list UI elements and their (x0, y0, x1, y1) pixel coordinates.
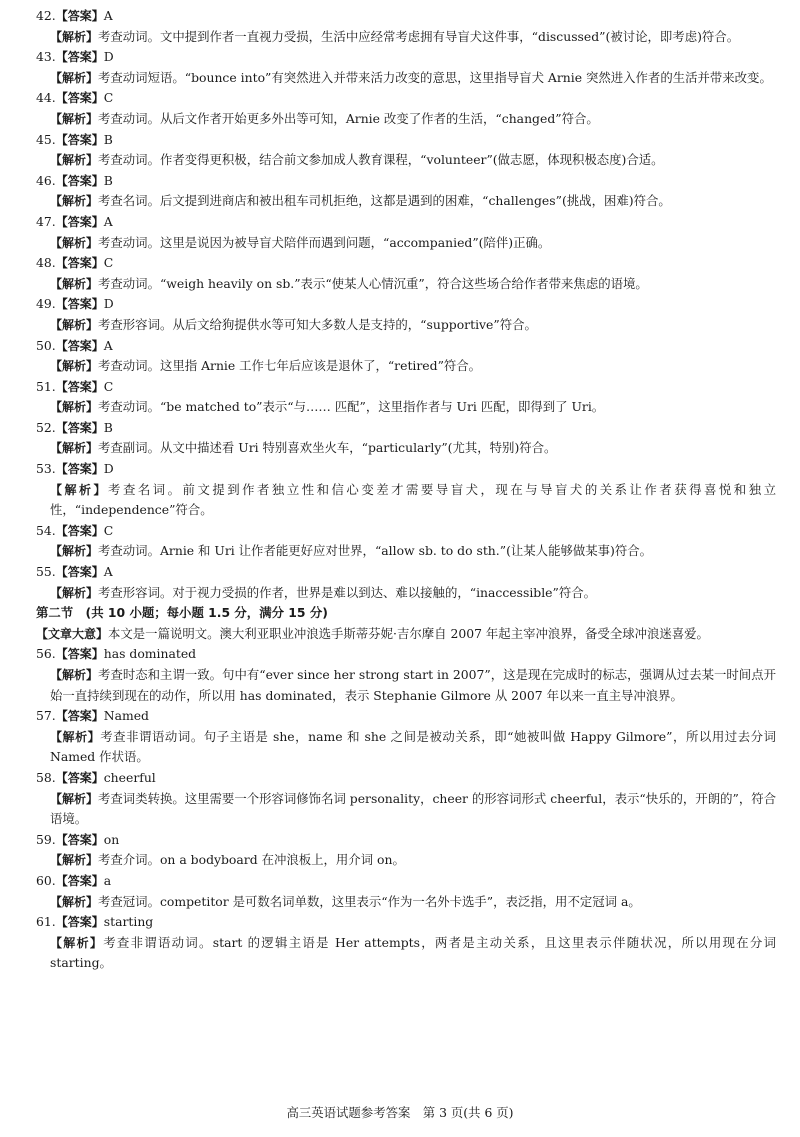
answer-tag: 【答案】 (55, 873, 104, 888)
question-number: 45. (36, 131, 56, 147)
question-number: 52. (36, 419, 56, 435)
answer-item (36, 336, 776, 377)
answer-value: C (103, 378, 114, 394)
explanation-text: 考查词类转换。这里需要一个形容词修饰名词 personality，cheer 的形容词形式 cheerful，表示“快乐的，开朗的”，符合语境。 (50, 790, 776, 827)
explanation-tag: 【解析】 (50, 153, 99, 168)
answer-item (36, 706, 776, 768)
answer-value: starting (103, 914, 154, 930)
question-number: 44. (36, 90, 56, 106)
answer-item (36, 294, 776, 335)
answer-value: A (103, 8, 113, 23)
answer-item (36, 768, 776, 830)
answer-item (36, 521, 776, 562)
answer-value: B (103, 131, 113, 147)
answer-value: cheerful (103, 769, 156, 785)
answer-tag: 【答案】 (55, 647, 104, 662)
answer-value: Named (103, 708, 149, 724)
answer-tag: 【答案】 (55, 9, 104, 23)
explanation-text: 考查动词。这里是说因为被导盲犬陪伴而遇到问题，“accompanied”(陪伴)正确。 (98, 234, 551, 250)
question-number: 51. (36, 378, 56, 394)
answer-value: C (103, 255, 114, 271)
question-number: 46. (36, 172, 56, 188)
explanation (36, 68, 776, 89)
answer-value: on (103, 831, 120, 847)
answer-tag: 【答案】 (55, 462, 104, 477)
explanation (36, 789, 776, 830)
answer-key-content (36, 6, 776, 974)
explanation (36, 274, 776, 295)
answer-line (36, 871, 776, 892)
explanation-text: 考查动词。文中提到作者一直视力受损，生活中应经常考虑拥有导盲犬这件事，“discussed”(被讨论，即考虑)符合。 (98, 28, 740, 44)
explanation (36, 315, 776, 336)
answer-item (36, 253, 776, 294)
explanation-tag: 【解析】 (50, 276, 99, 291)
answer-value: D (103, 49, 114, 65)
explanation-tag: 【解析】 (50, 729, 101, 744)
answer-tag: 【答案】 (55, 709, 104, 724)
explanation-tag: 【解析】 (50, 544, 99, 559)
answer-item (36, 130, 776, 171)
answer-value: B (103, 419, 113, 435)
explanation-tag: 【解析】 (50, 668, 99, 682)
explanation-tag: 【解析】 (50, 235, 99, 250)
answer-tag: 【答案】 (55, 565, 104, 580)
answer-value: D (103, 296, 114, 312)
answer-item (36, 830, 776, 871)
explanation-text: 考查形容词。从后文给狗提供水等可知大多数人是支持的，“supportive”符合。 (98, 316, 537, 332)
answer-tag: 【答案】 (55, 338, 104, 353)
answer-item (36, 912, 776, 974)
answer-value: B (103, 172, 113, 188)
explanation-text: 考查时态和主谓一致。句中有“ever since her strong start in 2007”，这是现在完成时的标志，强调从过去某一时间点开始一直持续到现在的动作，所以用 has dominated，表示 Stephanie Gilmore 从 2007 年以来一直主导冲浪界。 (50, 667, 776, 703)
answer-item (36, 88, 776, 129)
explanation-tag: 【解析】 (50, 482, 109, 497)
explanation-text: 考查副词。从文中描述看 Uri 特别喜欢坐火车，“particularly”(尤其，特别)符合。 (98, 440, 557, 456)
explanation (36, 150, 776, 171)
answer-item (36, 459, 776, 521)
question-number: 43. (36, 49, 56, 65)
answer-tag: 【答案】 (55, 297, 104, 312)
answer-value: has dominated (103, 646, 197, 662)
answer-line (36, 47, 776, 68)
question-number: 42. (36, 8, 56, 23)
answer-value: A (103, 213, 113, 229)
answer-tag: 【答案】 (55, 173, 104, 188)
answer-item (36, 212, 776, 253)
summary-tag: 【文章大意】 (36, 626, 109, 641)
explanation-tag: 【解析】 (50, 853, 99, 868)
explanation (36, 727, 776, 768)
explanation-text: 考查形容词。对于视力受损的作者，世界是难以到达、难以接触的，“inaccessible”符合。 (98, 584, 597, 600)
question-number: 48. (36, 255, 56, 271)
answer-item (36, 871, 776, 912)
answer-line (36, 130, 776, 151)
answer-line (36, 336, 776, 357)
answer-tag: 【答案】 (55, 379, 104, 394)
explanation-tag: 【解析】 (50, 441, 99, 456)
question-number: 56. (36, 646, 56, 662)
answer-line (36, 768, 776, 789)
answer-item (36, 418, 776, 459)
page-footer: 高三英语试题参考答案 第 3 页(共 6 页) (286, 1105, 514, 1120)
question-number: 54. (36, 522, 56, 538)
answer-value: A (103, 564, 113, 580)
answer-tag: 【答案】 (55, 915, 104, 930)
question-number: 61. (36, 914, 56, 930)
explanation-tag: 【解析】 (50, 791, 99, 806)
question-number: 55. (36, 564, 56, 580)
answer-tag: 【答案】 (55, 420, 104, 435)
article-summary (36, 624, 776, 645)
explanation-tag: 【解析】 (50, 111, 99, 126)
answer-tag: 【答案】 (55, 256, 104, 271)
explanation-text: 考查动词。从后文作者开始更多外出等可知，Arnie 改变了作者的生活，“changed”符合。 (98, 110, 599, 126)
explanation (36, 583, 776, 604)
answer-item (36, 644, 776, 706)
answer-tag: 【答案】 (55, 91, 104, 106)
question-number: 47. (36, 213, 56, 229)
answer-value: A (103, 337, 113, 353)
explanation-tag: 【解析】 (50, 359, 99, 374)
answer-tag: 【答案】 (55, 832, 104, 847)
answer-line (36, 6, 776, 27)
explanation (36, 850, 776, 871)
answer-line (36, 562, 776, 583)
answer-value: C (103, 522, 114, 538)
explanation-text: 考查动词。这里指 Arnie 工作七年后应该是退休了，“retired”符合。 (98, 358, 482, 374)
answer-line (36, 294, 776, 315)
answer-line (36, 88, 776, 109)
answer-line (36, 459, 776, 480)
explanation (36, 438, 776, 459)
explanation-tag: 【解析】 (50, 894, 99, 909)
answer-tag: 【答案】 (55, 770, 104, 785)
answer-line (36, 644, 776, 665)
explanation-text: 考查非谓语动词。句子主语是 she，name 和 she 之间是被动关系，即“她被叫做 Happy Gilmore”，所以用过去分词 Named 作状语。 (50, 728, 776, 765)
explanation (36, 27, 776, 48)
question-number: 53. (36, 461, 56, 477)
answer-item (36, 562, 776, 603)
items-part-one (36, 6, 776, 603)
explanation-tag: 【解析】 (50, 400, 99, 415)
explanation-text: 考查动词。“be matched to”表示“与…… 匹配”，这里指作者与 Uri 匹配，即得到了 Uri。 (98, 399, 605, 415)
explanation-tag: 【解析】 (50, 194, 99, 209)
answer-line (36, 212, 776, 233)
answer-line (36, 418, 776, 439)
question-number: 58. (36, 769, 56, 785)
answer-item (36, 171, 776, 212)
answer-item (36, 6, 776, 47)
explanation (36, 191, 776, 212)
answer-line (36, 830, 776, 851)
answer-item (36, 377, 776, 418)
explanation (36, 397, 776, 418)
explanation-tag: 【解析】 (50, 935, 104, 950)
answer-tag: 【答案】 (55, 214, 104, 229)
explanation (36, 892, 776, 913)
explanation-text: 考查动词短语。“bounce into”有突然进入并带来活力改变的意思，这里指导盲犬 Arnie 突然进入作者的生活并带来改变。 (98, 69, 772, 85)
explanation-text: 考查动词。Arnie 和 Uri 让作者能更好应对世界，“allow sb. to do sth.”(让某人能够做某事)符合。 (98, 543, 653, 559)
answer-value: D (103, 461, 114, 477)
answer-line (36, 521, 776, 542)
answer-tag: 【答案】 (55, 523, 104, 538)
answer-line (36, 377, 776, 398)
explanation-tag: 【解析】 (50, 585, 99, 600)
answer-value: C (103, 90, 114, 106)
explanation (36, 933, 776, 974)
answer-line (36, 171, 776, 192)
explanation (36, 233, 776, 254)
answer-value: a (103, 872, 112, 888)
explanation-text: 考查动词。作者变得更积极，结合前文参加成人教育课程，“volunteer”(做志愿，体现积极态度)合适。 (98, 152, 664, 168)
answer-item (36, 47, 776, 88)
explanation (36, 665, 776, 706)
explanation-tag: 【解析】 (50, 70, 99, 85)
question-number: 57. (36, 708, 56, 724)
question-number: 49. (36, 296, 56, 312)
question-number: 59. (36, 831, 56, 847)
answer-line (36, 706, 776, 727)
explanation (36, 541, 776, 562)
question-number: 60. (36, 872, 56, 888)
answer-tag: 【答案】 (55, 50, 104, 65)
explanation-text: 考查名词。前文提到作者独立性和信心变差才需要导盲犬，现在与导盲犬的关系让作者获得喜悦和独立性，“independence”符合。 (50, 481, 776, 518)
answer-line (36, 253, 776, 274)
section-heading: 第二节 (共 10 小题；每小题 1.5 分，满分 15 分) (36, 605, 328, 621)
explanation (36, 480, 776, 521)
explanation-text: 考查动词。“weigh heavily on sb.”表示“使某人心情沉重”，符合这些场合给作者带来焦虑的语境。 (98, 275, 648, 291)
explanation-text: 考查非谓语动词。start 的逻辑主语是 Her attempts，两者是主动关系，且这里表示伴随状况，所以用现在分词 starting。 (50, 934, 776, 971)
explanation (36, 356, 776, 377)
explanation-tag: 【解析】 (50, 29, 99, 44)
explanation (36, 109, 776, 130)
explanation-text: 考查名词。后文提到进商店和被出租车司机拒绝，这都是遇到的困难，“challenges”(挑战，困难)符合。 (98, 193, 671, 209)
summary-text: 本文是一篇说明文。澳大利亚职业冲浪选手斯蒂芬妮·吉尔摩自 2007 年起主宰冲浪界，备受全球冲浪迷喜爱。 (108, 625, 709, 641)
answer-tag: 【答案】 (55, 132, 104, 147)
question-number: 50. (36, 337, 56, 353)
explanation-tag: 【解析】 (50, 317, 99, 332)
explanation-text: 考查介词。on a bodyboard 在冲浪板上，用介词 on。 (98, 852, 405, 868)
items-part-two (36, 644, 776, 974)
answer-line (36, 912, 776, 933)
explanation-text: 考查冠词。competitor 是可数名词单数，这里表示“作为一名外卡选手”，表泛指，用不定冠词 a。 (98, 893, 641, 909)
